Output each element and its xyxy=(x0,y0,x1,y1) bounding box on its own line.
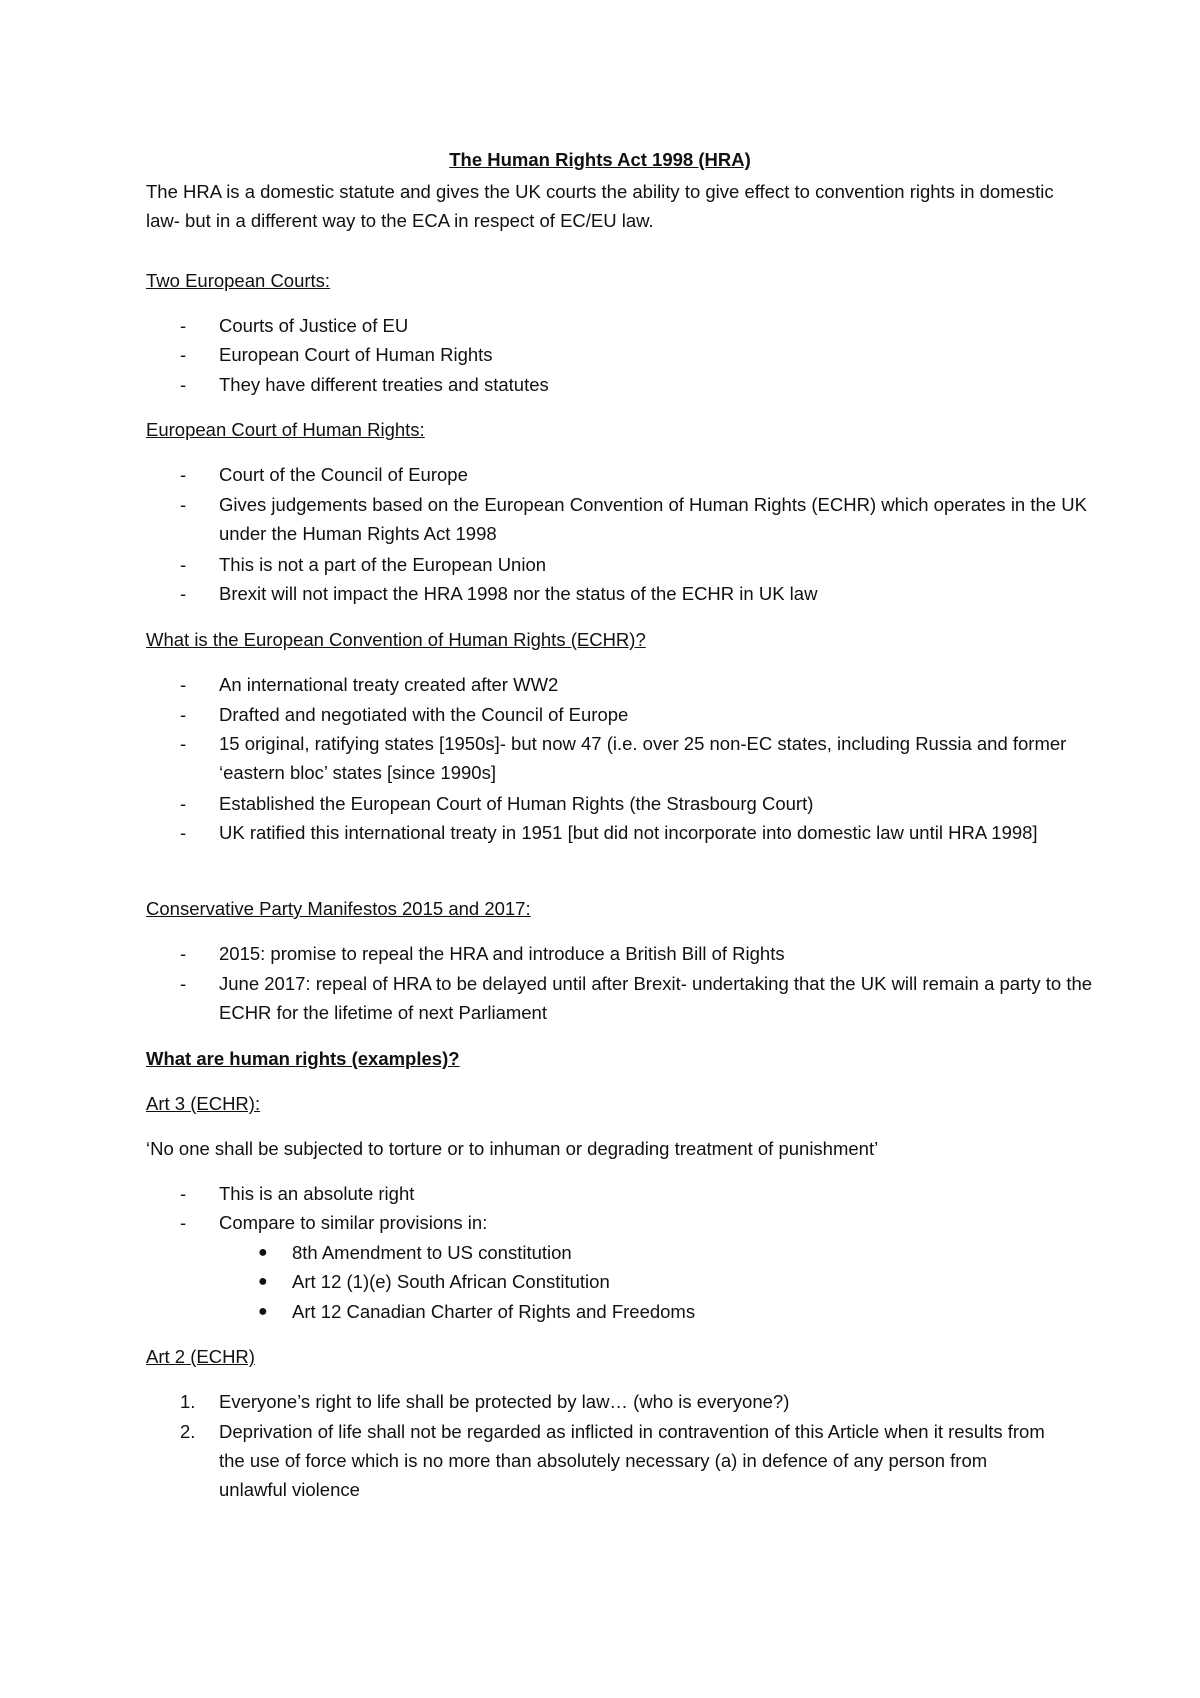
list-item: Courts of Justice of EU xyxy=(219,315,409,336)
dash-bullet: - xyxy=(180,1212,187,1233)
bullet-icon: ● xyxy=(258,1244,268,1261)
bullet-icon: ● xyxy=(258,1273,268,1290)
numbered-item: Deprivation of life shall not be regarded as inflicted in contravention of this Article when it results from the use of force which is no more than absolutely necessary (a) in defence of any person from unlawful violence xyxy=(219,1421,1045,1500)
dash-bullet: - xyxy=(180,583,187,604)
section-heading-manifestos: Conservative Party Manifestos 2015 and 2017: xyxy=(146,898,531,919)
dash-bullet: - xyxy=(180,943,187,964)
dash-bullet: - xyxy=(180,733,187,754)
list-item: An international treaty created after WW2 xyxy=(219,674,559,695)
sub-list-item: Art 12 (1)(e) South African Constitution xyxy=(292,1271,610,1292)
list-item: This is not a part of the European Union xyxy=(219,554,547,575)
list-item: 15 original, ratifying states [1950s]- but now 47 (i.e. over 25 non-EC states, including Russia and former ‘eastern bloc’ states [since 1990s] xyxy=(219,733,1067,783)
page-title: The Human Rights Act 1998 (HRA) xyxy=(449,149,751,170)
list-item: This is an absolute right xyxy=(219,1183,415,1204)
list-item: They have different treaties and statutes xyxy=(219,374,549,395)
section-heading-what-is-echr: What is the European Convention of Human Rights (ECHR)? xyxy=(146,629,646,650)
dash-bullet: - xyxy=(180,494,187,515)
list-item: Gives judgements based on the European Convention of Human Rights (ECHR) which operates in the UK under the Human Rights Act 1998 xyxy=(219,494,1087,544)
dash-bullet: - xyxy=(180,374,187,395)
section-heading-art3: Art 3 (ECHR): xyxy=(146,1093,261,1114)
list-item: 2015: promise to repeal the HRA and introduce a British Bill of Rights xyxy=(219,943,785,964)
dash-bullet: - xyxy=(180,973,187,994)
list-item: Brexit will not impact the HRA 1998 nor the status of the ECHR in UK law xyxy=(219,583,818,604)
list-item: Court of the Council of Europe xyxy=(219,464,468,485)
list-item: Drafted and negotiated with the Council of Europe xyxy=(219,704,629,725)
art3-quote: ‘No one shall be subjected to torture or to inhuman or degrading treatment of punishment’ xyxy=(146,1138,879,1159)
sub-list-item: Art 12 Canadian Charter of Rights and Freedoms xyxy=(292,1301,696,1322)
list-number: 1. xyxy=(180,1391,196,1412)
dash-bullet: - xyxy=(180,674,187,695)
list-item: June 2017: repeal of HRA to be delayed until after Brexit- undertaking that the UK will remain a party to the ECHR for the lifetime of next Parliament xyxy=(219,973,1093,1023)
section-heading-examples: What are human rights (examples)? xyxy=(146,1048,460,1069)
dash-bullet: - xyxy=(180,554,187,575)
dash-bullet: - xyxy=(180,315,187,336)
dash-bullet: - xyxy=(180,793,187,814)
dash-bullet: - xyxy=(180,344,187,365)
list-item: Compare to similar provisions in: xyxy=(219,1212,488,1233)
section-heading-two-courts: Two European Courts: xyxy=(146,270,331,291)
bullet-icon: ● xyxy=(258,1303,268,1320)
dash-bullet: - xyxy=(180,1183,187,1204)
dash-bullet: - xyxy=(180,822,187,843)
dash-bullet: - xyxy=(180,704,187,725)
list-number: 2. xyxy=(180,1421,196,1442)
section-heading-art2: Art 2 (ECHR) xyxy=(146,1346,255,1367)
list-item: UK ratified this international treaty in 1951 [but did not incorporate into domestic law until HRA 1998] xyxy=(219,822,1038,843)
list-item: Established the European Court of Human Rights (the Strasbourg Court) xyxy=(219,793,814,814)
dash-bullet: - xyxy=(180,464,187,485)
section-heading-echr-court: European Court of Human Rights: xyxy=(146,419,425,440)
list-item: European Court of Human Rights xyxy=(219,344,493,365)
intro-paragraph: The HRA is a domestic statute and gives the UK courts the ability to give effect to convention rights in domestic law- but in a different way to the ECA in respect of EC/EU law. xyxy=(146,181,1054,231)
sub-list-item: 8th Amendment to US constitution xyxy=(292,1242,572,1263)
numbered-item: Everyone’s right to life shall be protected by law… (who is everyone?) xyxy=(219,1391,790,1412)
